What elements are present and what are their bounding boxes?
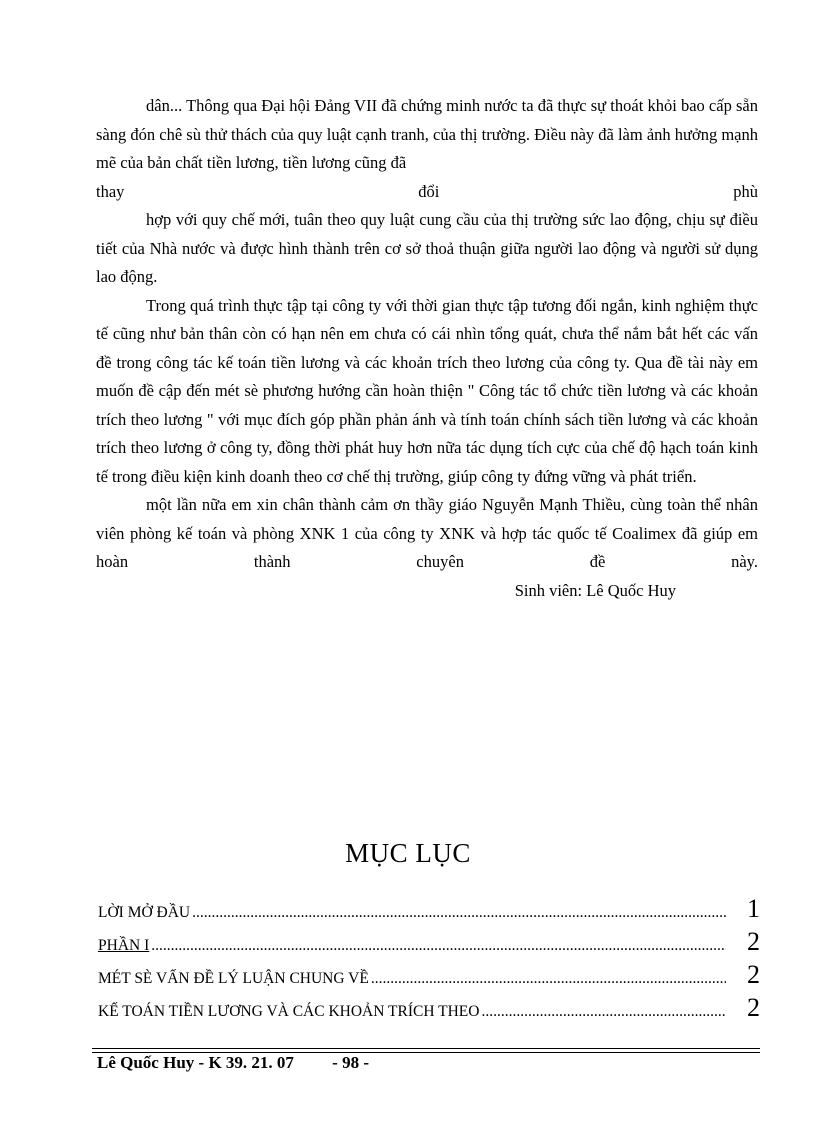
- toc-entry[interactable]: [98, 927, 760, 960]
- toc-entry-label: LỜI MỞ ĐẦU: [98, 904, 191, 921]
- spaced-line: [96, 178, 758, 207]
- word: đổi: [418, 181, 440, 201]
- footer-page-number: - 98 -: [332, 1053, 369, 1072]
- paragraph-2-rest: hợp với quy chế mới, tuân theo quy luật cung cầu của thị trường sức lao động, chịu sự điều tiết của Nhà nước và được hình thành trên cơ sở thoả thuận giữa người lao động và người sử dụng lao động.: [96, 210, 758, 286]
- toc-leader-dots: [479, 1003, 726, 1021]
- signature: Sinh viên: Lê Quốc Huy: [514, 580, 676, 600]
- toc-entry-page: 2: [747, 960, 760, 989]
- toc-leader-dots: [369, 970, 726, 988]
- toc-entry-label: PHẦN I: [98, 937, 150, 954]
- toc-entry[interactable]: [98, 894, 760, 927]
- word: thay: [96, 181, 125, 201]
- toc-entry-label: KẾ TOÁN TIỀN LƯƠNG VÀ CÁC KHOẢN TRÍCH THEO: [98, 1003, 480, 1020]
- body-text: [96, 92, 758, 605]
- toc-leader-dots: [190, 904, 726, 922]
- paragraph-1: dân... Thông qua Đại hội Đảng VII đã chứng minh nước ta đã thực sự thoát khỏi bao cấp sẵn sàng đón chê sù thử thách của quy luật cạnh tranh, của thị trường. Điều này đã làm ảnh hưởng mạnh mẽ của bản chất tiền lương, tiền lương cũng đã: [96, 96, 758, 172]
- toc-entry-page: 1: [747, 894, 760, 923]
- toc-entry[interactable]: [98, 993, 760, 1026]
- toc-entry-label: MÉT SÈ VẤN ĐỀ LÝ LUẬN CHUNG VỀ: [98, 970, 369, 987]
- paragraph-4: một lần nữa em xin chân thành cảm ơn thầy giáo Nguyễn Mạnh Thiều, cùng toàn thể nhân viên phòng kế toán và phòng XNK 1 của công ty XNK và hợp tác quốc tế Coalimex đã giúp em hoàn thành chuyên đề này.: [96, 495, 758, 571]
- table-of-contents: [98, 894, 760, 1026]
- footer-author: Lê Quốc Huy - K 39. 21. 07: [97, 1053, 294, 1072]
- page-footer: [97, 1053, 757, 1073]
- word: phù: [733, 181, 758, 201]
- toc-entry[interactable]: [98, 960, 760, 993]
- toc-title: MỤC LỤC: [345, 838, 471, 868]
- toc-entry-page: 2: [747, 927, 760, 956]
- paragraph-3: Trong quá trình thực tập tại công ty với thời gian thực tập tương đối ngắn, kinh nghiệm thực tế cũng như bản thân còn có hạn nên em chưa có cái nhìn tổng quát, chưa thể nắm bắt hết các vấn đề trong công tác kế toán tiền lương và các khoản trích theo lương của công ty. Qua đề tài này em muốn đề cập đến mét sè phương hướng cần hoàn thiện " Công tác tổ chức tiền lương và các khoản trích theo lương " với mục đích góp phần phản ánh và tính toán chính sách tiền lương và các khoản trích theo lương ở công ty, đồng thời phát huy hơn nữa tác dụng tích cực của chế độ hạch toán kinh tế trong điều kiện kinh doanh theo cơ chế thị trường, giúp công ty đứng vững và phát triển.: [96, 295, 758, 486]
- toc-leader-dots: [149, 937, 726, 955]
- toc-entry-page: 2: [747, 993, 760, 1022]
- paragraph-2: [96, 178, 758, 292]
